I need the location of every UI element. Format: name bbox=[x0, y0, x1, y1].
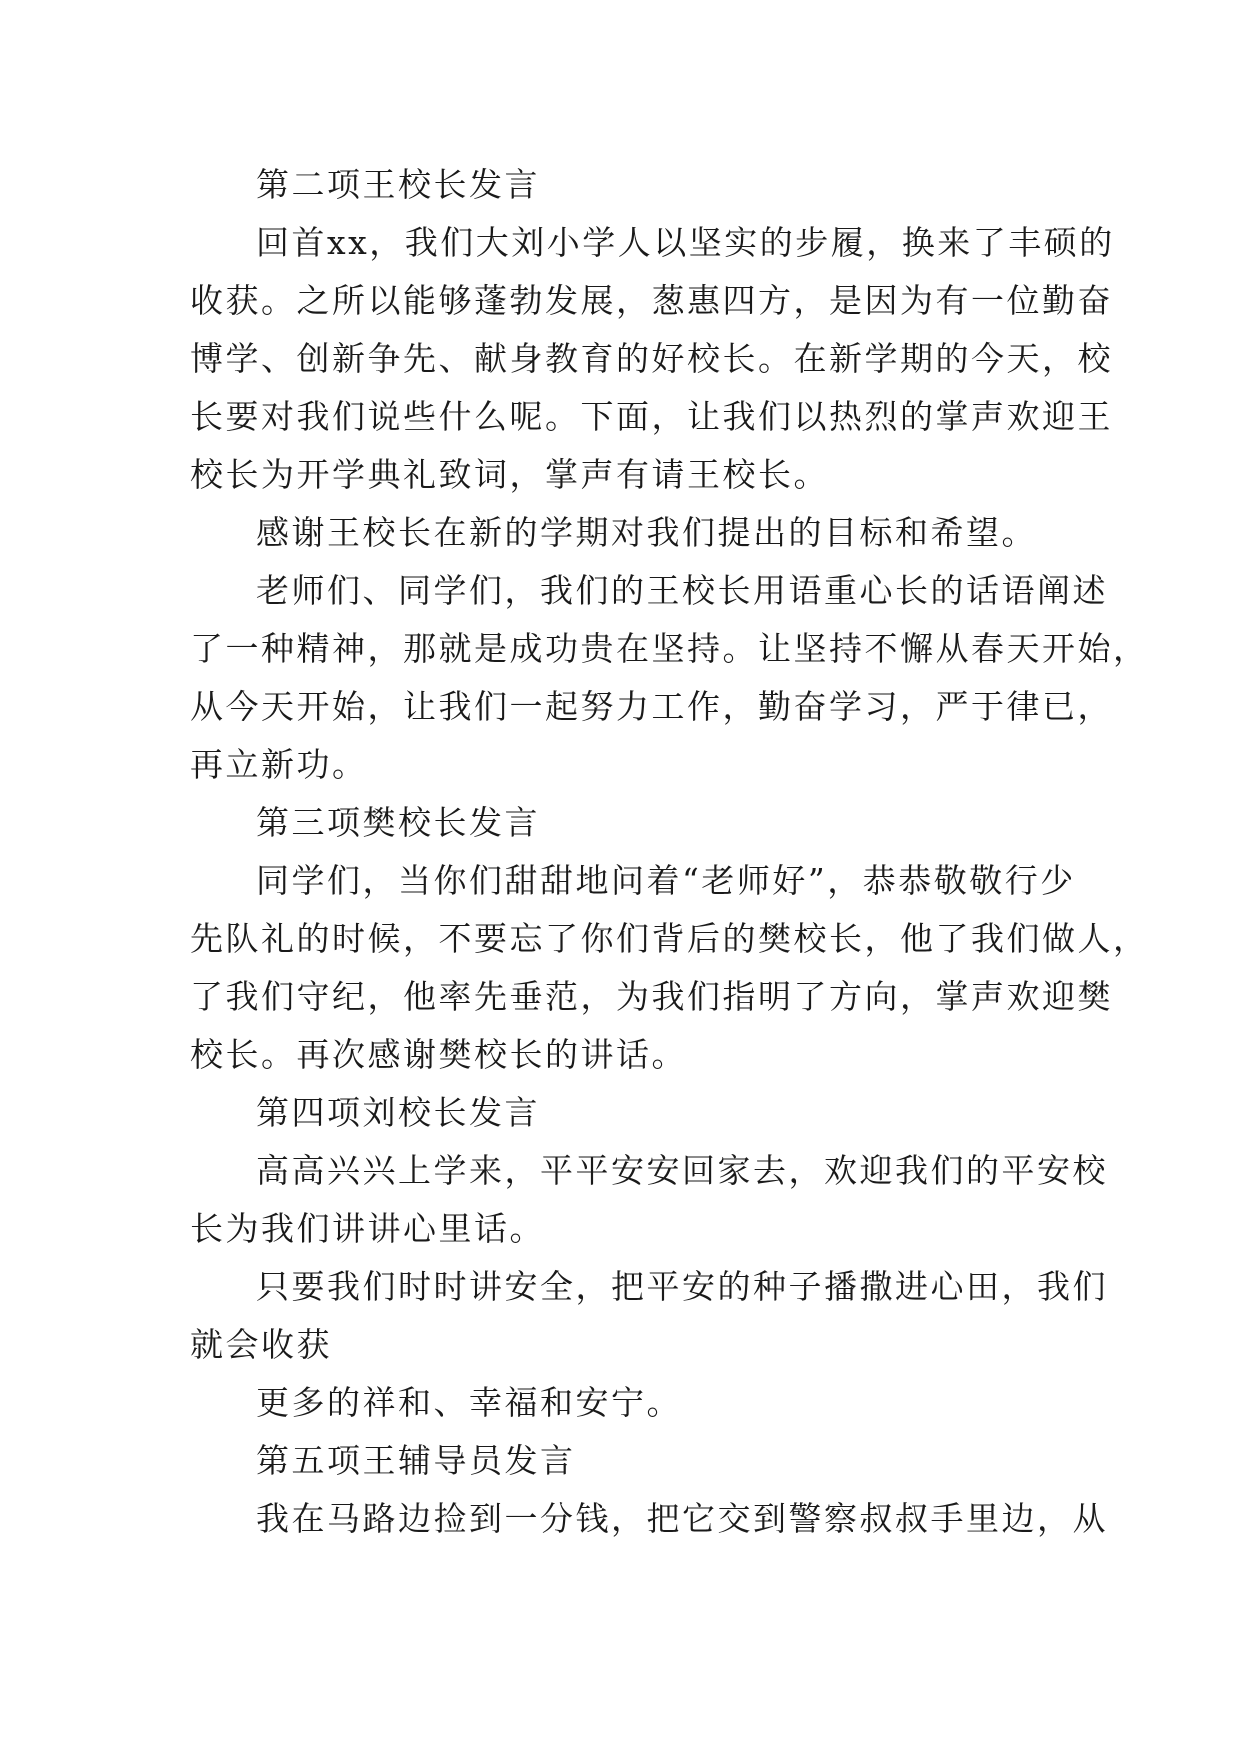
paragraph-line: 长为我们讲讲心里话。 bbox=[190, 1209, 545, 1248]
paragraph-line: 再立新功。 bbox=[190, 745, 368, 784]
paragraph-line: 回首xx，我们大刘小学人以坚实的步履，换来了丰硕的 bbox=[256, 223, 1115, 262]
section-heading: 第五项王辅导员发言 bbox=[256, 1441, 576, 1480]
paragraph-line: 收获。之所以能够蓬勃发展，葱惠四方，是因为有一位勤奋 bbox=[190, 281, 1113, 320]
paragraph-line: 就会收获 bbox=[190, 1325, 332, 1364]
paragraph-line: 长要对我们说些什么呢。下面，让我们以热烈的掌声欢迎王 bbox=[190, 397, 1113, 436]
paragraph-line: 感谢王校长在新的学期对我们提出的目标和希望。 bbox=[256, 513, 1037, 552]
paragraph-line: 博学、创新争先、献身教育的好校长。在新学期的今天，校 bbox=[190, 339, 1113, 378]
paragraph-line: 更多的祥和、幸福和安宁。 bbox=[256, 1383, 682, 1422]
paragraph-line: 老师们、同学们，我们的王校长用语重心长的话语阐述 bbox=[256, 571, 1108, 610]
paragraph-line: 我在马路边捡到一分钱，把它交到警察叔叔手里边，从 bbox=[256, 1499, 1108, 1538]
paragraph-line: 校长为开学典礼致词，掌声有请王校长。 bbox=[190, 455, 829, 494]
paragraph-line: 从今天开始，让我们一起努力工作，勤奋学习，严于律已， bbox=[190, 687, 1113, 726]
paragraph-line: 先队礼的时候，不要忘了你们背后的樊校长，他了我们做人， bbox=[190, 919, 1149, 958]
paragraph-line: 高高兴兴上学来，平平安安回家去，欢迎我们的平安校 bbox=[256, 1151, 1108, 1190]
section-heading: 第三项樊校长发言 bbox=[256, 803, 540, 842]
paragraph-line: 同学们，当你们甜甜地问着“老师好”，恭恭敬敬行少 bbox=[256, 861, 1076, 900]
section-heading: 第四项刘校长发言 bbox=[256, 1093, 540, 1132]
paragraph-line: 了我们守纪，他率先垂范，为我们指明了方向，掌声欢迎樊 bbox=[190, 977, 1113, 1016]
paragraph-line: 校长。再次感谢樊校长的讲话。 bbox=[190, 1035, 687, 1074]
paragraph-line: 了一种精神，那就是成功贵在坚持。让坚持不懈从春天开始， bbox=[190, 629, 1149, 668]
section-heading: 第二项王校长发言 bbox=[256, 165, 540, 204]
paragraph-line: 只要我们时时讲安全，把平安的种子播撒进心田，我们 bbox=[256, 1267, 1108, 1306]
